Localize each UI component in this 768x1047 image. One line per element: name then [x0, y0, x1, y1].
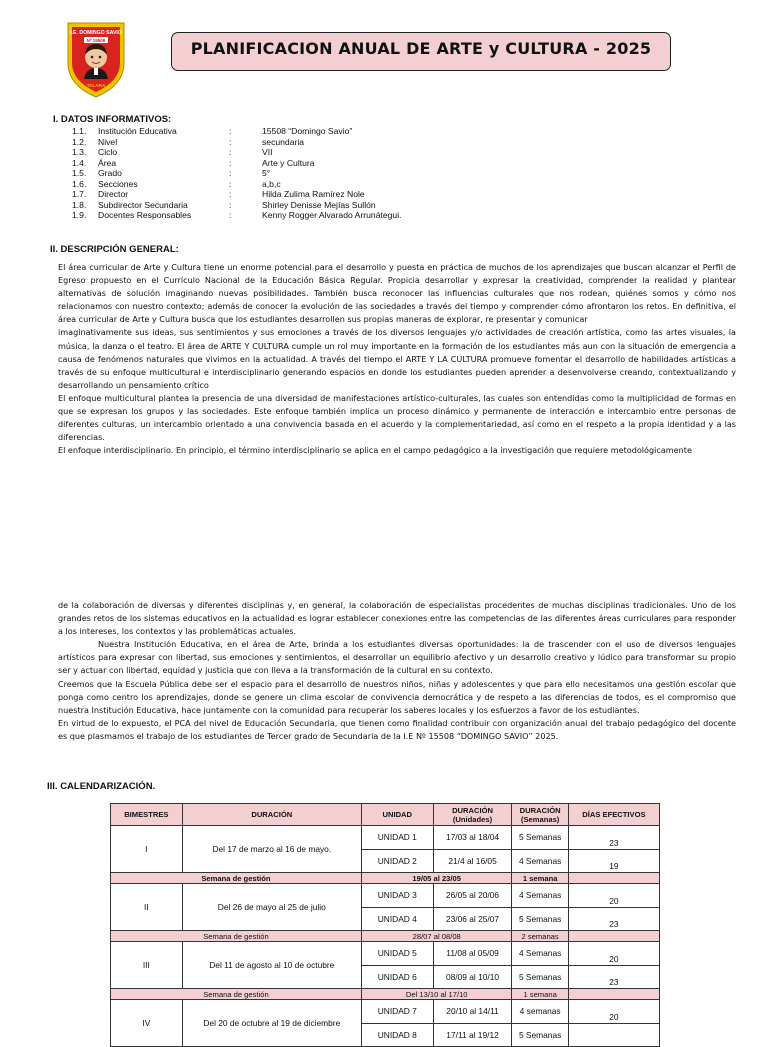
- item-colon: :: [229, 199, 232, 210]
- semanas-cell: 4 Semanas: [512, 884, 568, 908]
- item-colon: :: [229, 168, 232, 178]
- item-value: 5°: [262, 168, 271, 178]
- paragraph: Nuestra Institución Educativa, en el área de Arte, brinda a los estudiantes diversas oportunidades: la de trascender con el uso de diversos lenguajes artísticos para expresar con libertad, sus emociones y sentimientos, el desarrollar un equilibrio afectivo y un desarrollo creativo y lúdico para transformar su propio ser y actuar con libertad, equidad y justicia que con lleva a la transformación de la cultural en su contexto.: [58, 639, 736, 676]
- gestion-semanas: 1 semana: [512, 989, 568, 1000]
- item-label: Subdirector Secundaria: [98, 199, 188, 210]
- descripcion-block-2: [58, 599, 736, 743]
- section-heading-calendario: III. CALENDARIZACIÓN.: [47, 781, 156, 792]
- item-number: 1.2.: [72, 136, 87, 147]
- bimestre-cell: III: [111, 942, 183, 989]
- item-colon: :: [229, 157, 232, 168]
- paragraph: El enfoque interdisciplinario. En principio, el término interdisciplinario se aplica en el campo pedagógico a la investigación que requiere metodológicamente: [58, 445, 692, 456]
- gestion-empty: [568, 989, 659, 1000]
- gestion-label: Semana de gestión: [111, 873, 362, 884]
- table-row: [111, 942, 660, 966]
- item-label: Institución Educativa: [98, 126, 177, 136]
- item-number: 1.3.: [72, 147, 87, 157]
- bimestre-cell: II: [111, 884, 183, 931]
- item-label: Director: [98, 189, 129, 199]
- header-cell: DURACIÓN (Unidades): [433, 804, 512, 826]
- fechas-cell: 17/11 al 19/12: [433, 1023, 512, 1047]
- unidad-cell: UNIDAD 1: [361, 826, 433, 850]
- datos-list: [72, 126, 672, 221]
- table-row: [111, 1000, 660, 1024]
- duracion-cell: Del 26 de mayo al 25 de julio: [182, 884, 361, 931]
- gestion-row: [111, 989, 660, 1000]
- datos-row: [72, 137, 672, 148]
- gestion-fechas: Del 13/10 al 17/10: [361, 989, 512, 1000]
- item-colon: :: [229, 126, 232, 136]
- paragraph: El enfoque multicultural plantea la presencia de una diversidad de manifestaciones artístico-culturales, las cuales son entendidas como la multiplicidad de formas en que se expresan los grupos y las sociedades. Este enfoque también implica un proceso dinámico y permanente de interacción e intercambio entre personas de diferentes culturas, un intercambio orientado a una convivencia basada en el acuerdo y la complementariedad, así como en el respeto a la propia identidad y a las diferencias.: [58, 392, 736, 443]
- svg-text:I.E. DOMINGO SAVIO: I.E. DOMINGO SAVIO: [70, 30, 122, 36]
- unidad-cell: UNIDAD 7: [361, 1000, 433, 1024]
- svg-text:Nº 15508: Nº 15508: [86, 38, 106, 43]
- item-value: Kenny Rogger Alvarado Arrunátegui.: [262, 210, 402, 220]
- bimestre-cell: IV: [111, 1000, 183, 1047]
- paragraph: de la colaboración de diversas y diferentes disciplinas y, en general, la colaboración de especialistas procedentes de muchas disciplinas tradicionales. Uno de los grandes retos de los sistemas educativos en la actualidad es lograr establecer conexiones entre las competencias de las diferentes áreas curriculares para responder a los intereses, los contextos y las problemáticas actuales.: [58, 600, 736, 637]
- item-label: Grado: [98, 168, 122, 178]
- gestion-row: [111, 873, 660, 884]
- table-row: [111, 826, 660, 850]
- item-number: 1.5.: [72, 168, 87, 178]
- header-cell: DURACIÓN (Semanas): [512, 804, 568, 826]
- unidad-cell: UNIDAD 3: [361, 884, 433, 908]
- item-colon: :: [229, 147, 232, 157]
- section-heading-descripcion: II. DESCRIPCIÓN GENERAL:: [50, 244, 179, 255]
- datos-row: [72, 189, 672, 200]
- datos-row: [72, 147, 672, 158]
- semanas-cell: 4 semanas: [512, 1000, 568, 1024]
- item-value: VII: [262, 147, 273, 157]
- item-number: 1.6.: [72, 178, 87, 189]
- gestion-empty: [568, 873, 659, 884]
- gestion-semanas: 1 semana: [512, 873, 568, 884]
- fechas-cell: 08/09 al 10/10: [433, 965, 512, 989]
- page-title: PLANIFICACION ANUAL DE ARTE y CULTURA - 2025: [190, 39, 652, 58]
- header-cell: UNIDAD: [361, 804, 433, 826]
- datos-row: [72, 210, 672, 221]
- item-value: Shirley Denisse Mejías Sullón: [262, 199, 376, 210]
- gestion-semanas: 2 semanas: [512, 931, 568, 942]
- item-value: Arte y Cultura: [262, 157, 315, 168]
- item-label: Ciclo: [98, 147, 118, 157]
- fechas-cell: 21/4 al 16/05: [433, 849, 512, 873]
- item-colon: :: [229, 189, 232, 199]
- dias-cell: 20: [568, 942, 659, 966]
- item-number: 1.8.: [72, 199, 87, 210]
- fechas-cell: 11/08 al 05/09: [433, 942, 512, 966]
- section-heading-datos: I. DATOS INFORMATIVOS:: [53, 114, 172, 125]
- item-label: Nivel: [98, 136, 118, 147]
- header-cell: BIMESTRES: [111, 804, 183, 826]
- gestion-label: Semana de gestión: [111, 989, 362, 1000]
- calendar-table: [110, 803, 660, 1047]
- item-colon: :: [229, 136, 232, 147]
- unidad-cell: UNIDAD 5: [361, 942, 433, 966]
- paragraph: Creemos que la Escuela Pública debe ser el espacio para el desarrollo de nuestros niños, niñas y adolescentes y que para ello necesitamos una gestión escolar que ponga como centro los aprendizajes, donde se genere un clima escolar de convivencia democrática y de respeto a las diferencias de todos, es el compromiso que nuestra Institución Educativa, hace juntamente con la comunidad para recuperar los saberes locales y los esfuerzos a favor de los estudiantes.: [58, 678, 736, 715]
- gestion-label: Semana de gestión: [111, 931, 362, 942]
- duracion-cell: Del 11 de agosto al 10 de octubre: [182, 942, 361, 989]
- table-header-row: [111, 804, 660, 826]
- dias-cell: 23: [568, 826, 659, 850]
- semanas-cell: 4 Semanas: [512, 942, 568, 966]
- semanas-cell: 5 Semanas: [512, 1023, 568, 1047]
- datos-row: [72, 158, 672, 169]
- datos-row: [72, 200, 672, 211]
- title-box: [171, 32, 671, 71]
- dias-cell: 19: [568, 849, 659, 873]
- dias-cell: [568, 1023, 659, 1047]
- paragraph: El área curricular de Arte y Cultura tiene un enorme potencial para el desarrollo y puesta en práctica de muchos de los aprendizajes que buscan alcanzar el Perfil de Egreso propuesto en el Currículo Nacional de la Educación Básica Regular. Propicia desarrollar y expresar la creatividad, comprender la realidad y plantear alternativas de solución imaginando nuevas posibilidades. También busca reconocer las influencias culturales que nos rodean, quiénes somos y cómo nos relacionamos con nuestro contexto; además de conocer la evolución de las sociedades a través del tiempo y comprender cómo afrontaron los retos. En definitiva, el área curricular de Arte y Cultura busca que los estudiantes desarrollen sus propias maneras de explorar, re presentar y comunicar: [58, 262, 736, 325]
- item-label: Área: [98, 157, 117, 168]
- fechas-cell: 23/06 al 25/07: [433, 907, 512, 931]
- item-colon: :: [229, 178, 232, 189]
- paragraph: imaginativamente sus ideas, sus sentimientos y sus emociones a través de los diversos lenguajes y/o actividades de creación artística, como las artes visuales, la música, la danza o el teatro. El área de ARTE Y CULTURA cumple un rol muy importante en la formación de los estudiantes más aun con la situación de emergencia a causa de fenómenos naturales que vivimos en la actualidad. A través del tiempo el ARTE Y LA CULTURA promueve fomentar el desarrollo de habilidades artísticas a través de su enfoque multicultural e interdisciplinario generando espacios en donde los estudiantes pueden aprender a desenvolverse creando, contextualizando y desarrollando un pensamiento crítico: [58, 327, 736, 390]
- fechas-cell: 26/05 al 20/06: [433, 884, 512, 908]
- fechas-cell: 20/10 al 14/11: [433, 1000, 512, 1024]
- semanas-cell: 5 Semanas: [512, 965, 568, 989]
- gestion-row: [111, 931, 660, 942]
- dias-cell: 23: [568, 965, 659, 989]
- header-cell: DÍAS EFECTIVOS: [568, 804, 659, 826]
- item-number: 1.1.: [72, 126, 87, 136]
- item-number: 1.7.: [72, 189, 87, 199]
- gestion-fechas: 19/05 al 23/05: [361, 873, 512, 884]
- item-colon: :: [229, 210, 232, 220]
- item-number: 1.9.: [72, 210, 87, 220]
- duracion-cell: Del 20 de octubre al 19 de diciembre: [182, 1000, 361, 1047]
- semanas-cell: 5 Semanas: [512, 826, 568, 850]
- item-value: secundaria: [262, 136, 305, 147]
- school-logo: [62, 19, 130, 99]
- dias-cell: 20: [568, 884, 659, 908]
- datos-row: [72, 179, 672, 190]
- unidad-cell: UNIDAD 6: [361, 965, 433, 989]
- item-value: 15508 “Domingo Savio”: [262, 126, 353, 136]
- svg-text:TALARA: TALARA: [86, 83, 106, 88]
- unidad-cell: UNIDAD 2: [361, 849, 433, 873]
- fechas-cell: 17/03 al 18/04: [433, 826, 512, 850]
- descripcion-block-1: [58, 261, 736, 457]
- header-cell: DURACIÓN: [182, 804, 361, 826]
- item-value: Hilda Zulima Ramírez Nole: [262, 189, 365, 199]
- item-label: Docentes Responsables: [98, 210, 192, 220]
- unidad-cell: UNIDAD 8: [361, 1023, 433, 1047]
- item-number: 1.4.: [72, 157, 87, 168]
- semanas-cell: 4 Semanas: [512, 849, 568, 873]
- paragraph: En virtud de lo expuesto, el PCA del nivel de Educación Secundaria, que tienen como finalidad contribuir con organización anual del trabajo pedagógico del docente es que plasmamos el trabajo de los estudiantes de Tercer grado de Secundaria de la I.E Nº 15508 “DOMINGO SAVIO” 2025.: [58, 717, 736, 741]
- datos-row: [72, 168, 672, 179]
- gestion-empty: [568, 931, 659, 942]
- datos-row: [72, 126, 672, 137]
- dias-cell: 23: [568, 907, 659, 931]
- unidad-cell: UNIDAD 4: [361, 907, 433, 931]
- table-row: [111, 884, 660, 908]
- item-label: Secciones: [98, 178, 138, 189]
- item-value: a,b,c: [262, 178, 281, 189]
- dias-cell: 20: [568, 1000, 659, 1024]
- gestion-fechas: 28/07 al 08/08: [361, 931, 512, 942]
- semanas-cell: 5 Semanas: [512, 907, 568, 931]
- duracion-cell: Del 17 de marzo al 16 de mayo.: [182, 826, 361, 873]
- bimestre-cell: I: [111, 826, 183, 873]
